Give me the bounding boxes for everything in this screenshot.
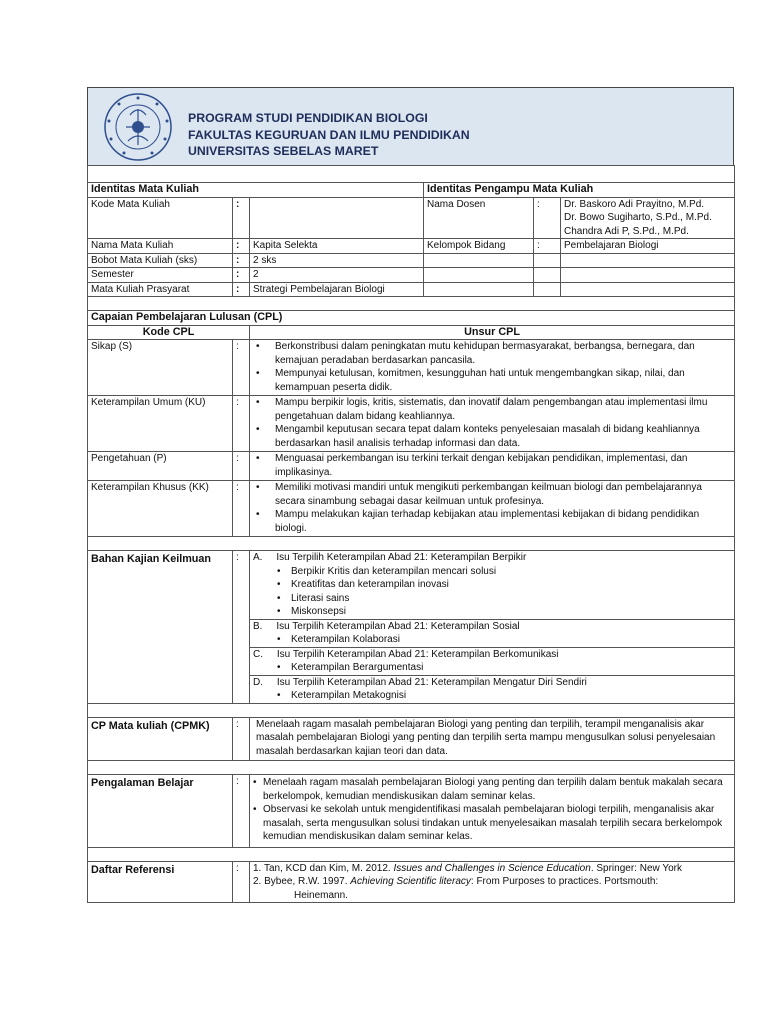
document-header <box>87 87 734 165</box>
col-unsur-cpl: Unsur CPL <box>250 325 735 340</box>
cpl-title-row <box>88 311 735 326</box>
header-faculty: FAKULTAS KEGURUAN DAN ILMU PENDIDIKAN <box>188 127 470 142</box>
sep: : <box>233 551 250 704</box>
sep: : <box>233 268 250 283</box>
prasyarat-row <box>88 282 735 297</box>
sep: : <box>233 239 250 254</box>
sep: : <box>233 396 250 452</box>
list-item: • Menelaah ragam masalah pembelajaran Biologi yang penting dan terpilih dalam bentuk makalah secara berkelompok, kemudian mendiskusikan dalam seminar kelas. <box>253 776 731 803</box>
spacer-row <box>88 847 735 861</box>
spacer-row <box>88 297 735 311</box>
university-seal-icon <box>88 88 188 165</box>
identitas-pengampu-title: Identitas Pengampu Mata Kuliah <box>424 183 735 198</box>
list-item: • Keterampilan Kolaborasi <box>253 633 731 647</box>
pengalaman-row <box>88 775 735 848</box>
spacer-row <box>88 761 735 775</box>
kk-row <box>88 481 735 537</box>
bahan-label: Bahan Kajian Keilmuan <box>88 551 233 704</box>
pengalaman-label: Pengalaman Belajar <box>88 775 233 848</box>
list-item: • Memiliki motivasi mandiri untuk mengikuti perkembangan keilmuan biologi dan pembelajarannya secara sinambung sebagai dasar keilmuan untuk profesinya. <box>253 481 731 508</box>
kode-value <box>250 197 424 239</box>
list-item: • Miskonsepsi <box>253 605 731 619</box>
list-item: • Literasi sains <box>253 592 731 606</box>
sep: : <box>233 282 250 297</box>
bahan-item-c: C. Isu Terpilih Keterampilan Abad 21: Keterampilan Berkomunikasi <box>253 648 559 660</box>
sep: : <box>233 775 250 848</box>
header-program: PROGRAM STUDI PENDIDIKAN BIOLOGI <box>188 111 428 125</box>
list-item: • Keterampilan Metakognisi <box>253 689 731 703</box>
identitas-title-row <box>88 183 735 198</box>
list-item: • Mengambil keputusan secara tepat dalam konteks penyelesaian masalah di bidang keahliannya berdasarkan hasil analisis terhadap informasi dan data. <box>253 423 731 450</box>
semester-label: Semester <box>88 268 233 283</box>
referensi-label: Daftar Referensi <box>88 861 233 903</box>
list-item: • Mempunyai ketulusan, komitmen, kesungguhan hati untuk mengembangkan sikap, nilai, dan kemampuan peserta didik. <box>253 367 731 394</box>
prasyarat-label: Mata Kuliah Prasyarat <box>88 282 233 297</box>
cpl-header-row <box>88 325 735 340</box>
identitas-mk-title: Identitas Mata Kuliah <box>88 183 424 198</box>
spacer-row <box>88 166 735 183</box>
spacer-row <box>88 703 735 717</box>
nama-mk-label: Nama Mata Kuliah <box>88 239 233 254</box>
kelompok-label: Kelompok Bidang <box>424 239 534 254</box>
kelompok-value: Pembelajaran Biologi <box>561 239 735 254</box>
list-item: • Mampu berpikir logis, kritis, sistematis, dan inovatif dalam pengembangan atau implementasi ilmu pengetahuan dalam bidang keahliannya. <box>253 396 731 423</box>
bahan-a-row <box>88 551 735 620</box>
list-item: • Kreatifitas dan keterampilan inovasi <box>253 578 731 592</box>
reference-1: 1. Tan, KCD dan Kim, M. 2012. Issues and Challenges in Science Education. Springer: New York <box>253 862 682 874</box>
p-row <box>88 452 735 481</box>
bahan-item-b: B. Isu Terpilih Keterampilan Abad 21: Keterampilan Sosial <box>253 620 520 632</box>
cpmk-row <box>88 717 735 761</box>
spacer-row <box>88 537 735 551</box>
bahan-item-d: D. Isu Terpilih Keterampilan Abad 21: Keterampilan Mengatur Diri Sendiri <box>253 676 587 688</box>
nama-mk-row <box>88 239 735 254</box>
sep: : <box>233 253 250 268</box>
kk-label: Keterampilan Khusus (KK) <box>88 481 233 537</box>
sep: : <box>233 481 250 537</box>
list-item: • Mampu melakukan kajian terhadap kebijakan atau implementasi kebijakan di bidang pendidikan biologi. <box>253 508 731 535</box>
sep: : <box>534 239 561 254</box>
referensi-row <box>88 861 735 903</box>
semester-row <box>88 268 735 283</box>
nama-mk-value: Kapita Selekta <box>250 239 424 254</box>
rps-document <box>87 87 734 903</box>
kode-row <box>88 197 735 239</box>
prasyarat-value: Strategi Pembelajaran Biologi <box>250 282 424 297</box>
list-item: • Berpikir Kritis dan keterampilan mencari solusi <box>253 565 731 579</box>
sep: : <box>233 861 250 903</box>
cpl-title: Capaian Pembelajaran Lulusan (CPL) <box>88 311 735 326</box>
dosen-3: Chandra Adi P, S.Pd., M.Pd. <box>564 225 689 237</box>
reference-2: 2. Bybee, R.W. 1997. Achieving Scientific literacy: From Purposes to practices. Portsmouth: <box>253 876 659 887</box>
semester-value: 2 <box>250 268 424 283</box>
sep: : <box>233 197 250 239</box>
rps-table <box>87 165 735 903</box>
list-item: • Keterampilan Berargumentasi <box>253 661 731 675</box>
ku-label: Keterampilan Umum (KU) <box>88 396 233 452</box>
nama-dosen-label: Nama Dosen <box>424 197 534 239</box>
bobot-label: Bobot Mata Kuliah (sks) <box>88 253 233 268</box>
p-label: Pengetahuan (P) <box>88 452 233 481</box>
sikap-row <box>88 340 735 396</box>
list-item: • Observasi ke sekolah untuk mengidentifikasi masalah pembelajaran biologi terpilih, menganalisis akar masalah, serta mengusulkan solusi tindakan untuk menyelesaikan masalah terpilih secara berkelompok kemudian mendiskusikan dalam seminar kelas. <box>253 803 731 844</box>
dosen-2: Dr. Bowo Sugiharto, S.Pd., M.Pd. <box>564 212 712 223</box>
dosen-list <box>561 197 735 239</box>
bahan-item-a: A. Isu Terpilih Keterampilan Abad 21: Keterampilan Berpikir <box>253 552 527 563</box>
sep: : <box>233 340 250 396</box>
sikap-label: Sikap (S) <box>88 340 233 396</box>
col-kode-cpl: Kode CPL <box>88 325 250 340</box>
sep: : <box>233 452 250 481</box>
sep: : <box>233 717 250 761</box>
sep: : <box>534 197 561 239</box>
list-item: • Berkonstribusi dalam peningkatan mutu kehidupan bermasyarakat, berbangsa, bernegara, dan kemajuan peradaban berdasarkan pancasila. <box>253 340 731 367</box>
cpmk-label: CP Mata kuliah (CPMK) <box>88 717 233 761</box>
cpmk-text: Menelaah ragam masalah pembelajaran Biologi yang penting dan terpilih, terampil menganalisis akar masalah pembelajaran Biologi yang penting dan terpilih serta mampu mengusulkan solusi penyelesaian masalah berdasarkan kajian teori dan data. <box>250 717 735 761</box>
ku-row <box>88 396 735 452</box>
dosen-1: Dr. Baskoro Adi Prayitno, M.Pd. <box>564 198 705 210</box>
bobot-row <box>88 253 735 268</box>
reference-2-cont: Heinemann. <box>294 889 348 901</box>
kode-label: Kode Mata Kuliah <box>88 197 233 239</box>
header-university: UNIVERSITAS SEBELAS MARET <box>188 144 379 158</box>
list-item: • Menguasai perkembangan isu terkini terkait dengan kebijakan pendidikan, implementasi, dan implikasinya. <box>253 452 731 479</box>
bobot-value: 2 sks <box>250 253 424 268</box>
